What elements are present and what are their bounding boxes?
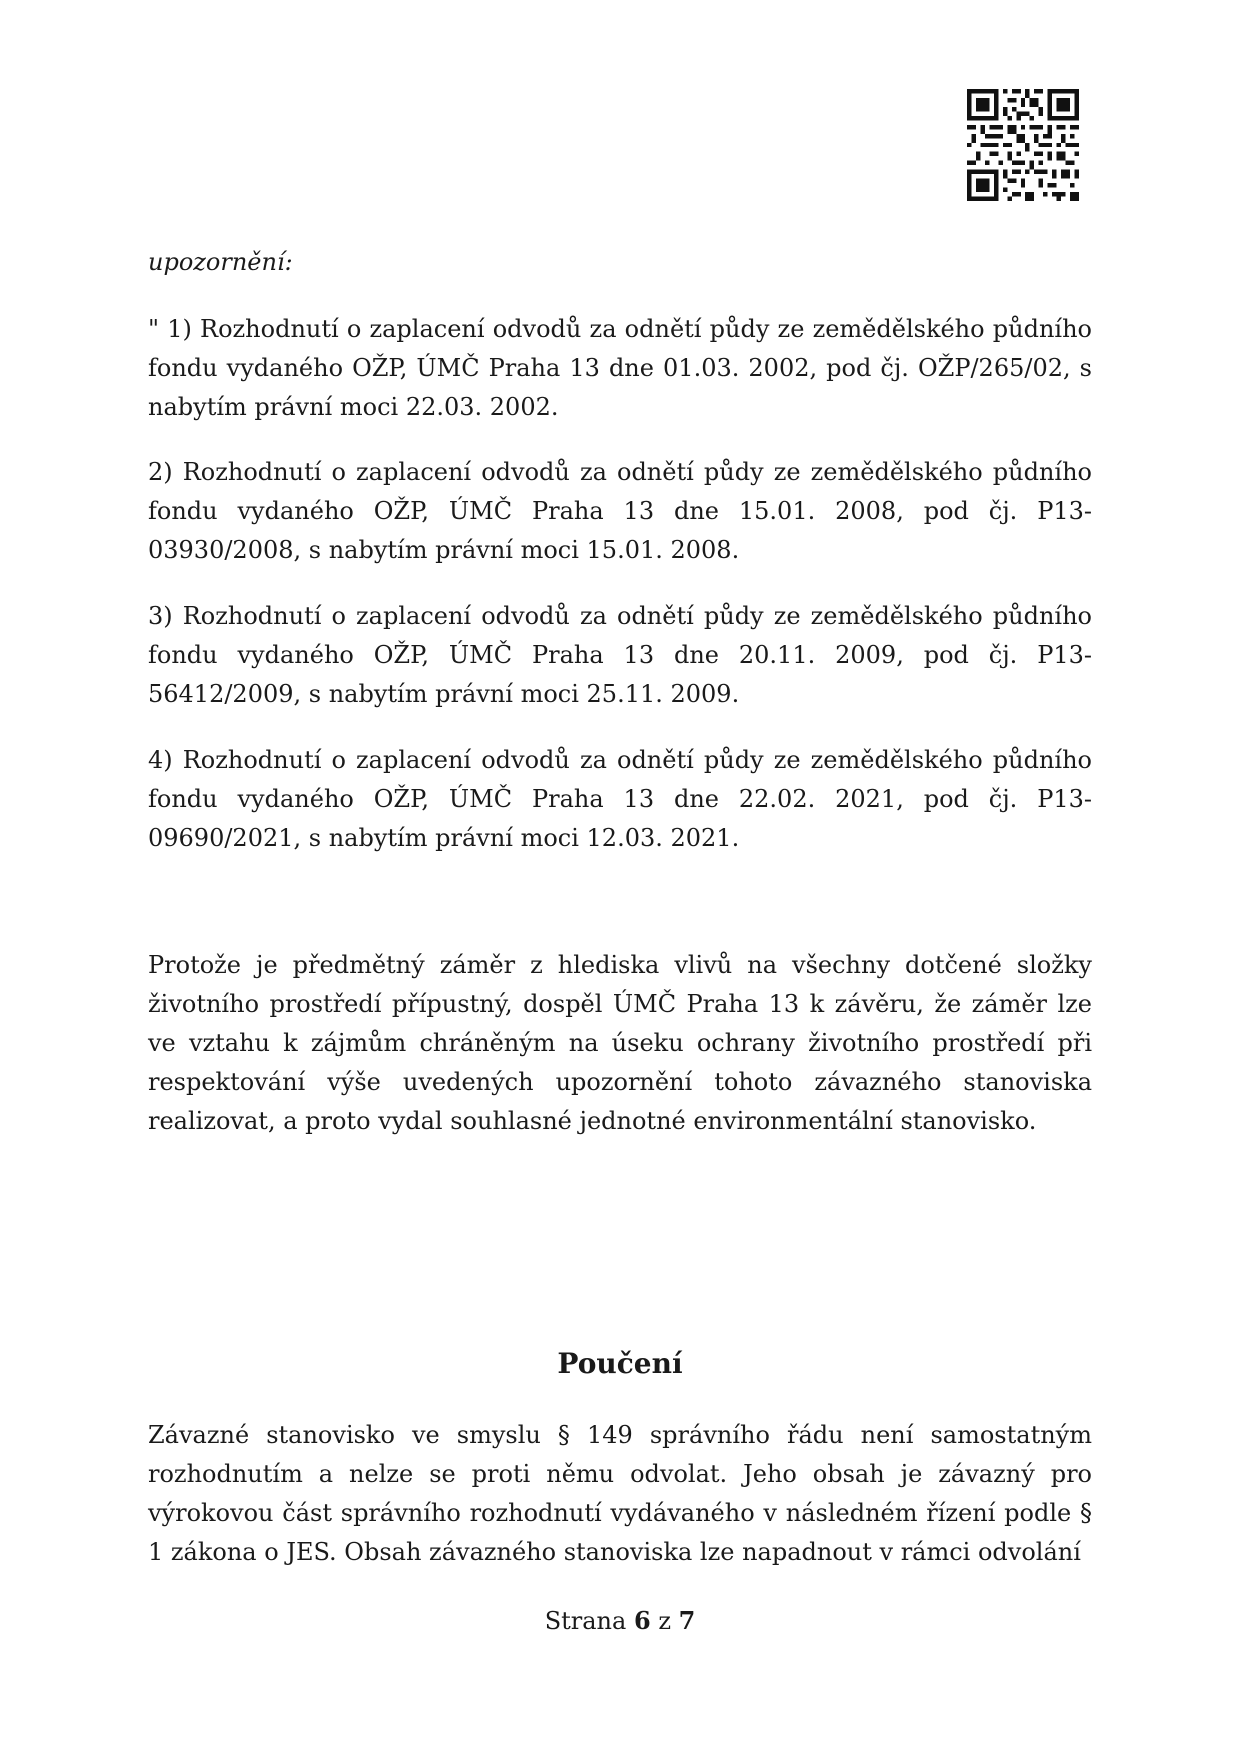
page-current: 6	[633, 1606, 651, 1635]
note-3: 3) Rozhodnutí o zaplacení odvodů za odnětí půdy ze zemědělského půdního fondu vydaného OŽP, ÚMČ Praha 13 dne 20.11. 2009, pod čj. P13-56412/2009, s nabytím právní moci 25.11. 2009.	[148, 602, 1092, 708]
instruction-paragraph: Závazné stanovisko ve smyslu § 149 správního řádu není samostatným rozhodnutím a nelze se proti němu odvolat. Jeho obsah je závazný pro výrokovou část správního rozhodnutí vydávaného v následném řízení podle § 1 zákona o JES. Obsah závazného stanoviska lze napadnout v rámci odvolání	[148, 1421, 1092, 1566]
page-label: Strana	[544, 1607, 627, 1635]
warning-heading: upozornění:	[148, 248, 293, 276]
page-footer	[0, 1603, 1240, 1639]
instruction-heading: Poučení	[557, 1347, 683, 1380]
page-total: 7	[678, 1606, 696, 1635]
note-4: 4) Rozhodnutí o zaplacení odvodů za odnětí půdy ze zemědělského půdního fondu vydaného OŽP, ÚMČ Praha 13 dne 22.02. 2021, pod čj. P13-09690/2021, s nabytím právní moci 12.03. 2021.	[148, 746, 1092, 852]
note-2: 2) Rozhodnutí o zaplacení odvodů za odnětí půdy ze zemědělského půdního fondu vydaného OŽP, ÚMČ Praha 13 dne 15.01. 2008, pod čj. P13-03930/2008, s nabytím právní moci 15.01. 2008.	[148, 458, 1092, 564]
note-1: " 1) Rozhodnutí o zaplacení odvodů za odnětí půdy ze zemědělského půdního fondu vydaného OŽP, ÚMČ Praha 13 dne 01.03. 2002, pod čj. OŽP/265/02, s nabytím právní moci 22.03. 2002.	[148, 315, 1092, 421]
page-separator: z	[658, 1607, 671, 1635]
conclusion-paragraph: Protože je předmětný záměr z hlediska vlivů na všechny dotčené složky životního prostředí přípustný, dospěl ÚMČ Praha 13 k závěru, že záměr lze ve vztahu k zájmům chráněným na úseku ochrany životního prostředí při respektování výše uvedených upozornění tohoto závazného stanoviska realizovat, a proto vydal souhlasné jednotné environmentální stanovisko.	[148, 951, 1092, 1135]
qr-code-icon	[967, 89, 1079, 201]
